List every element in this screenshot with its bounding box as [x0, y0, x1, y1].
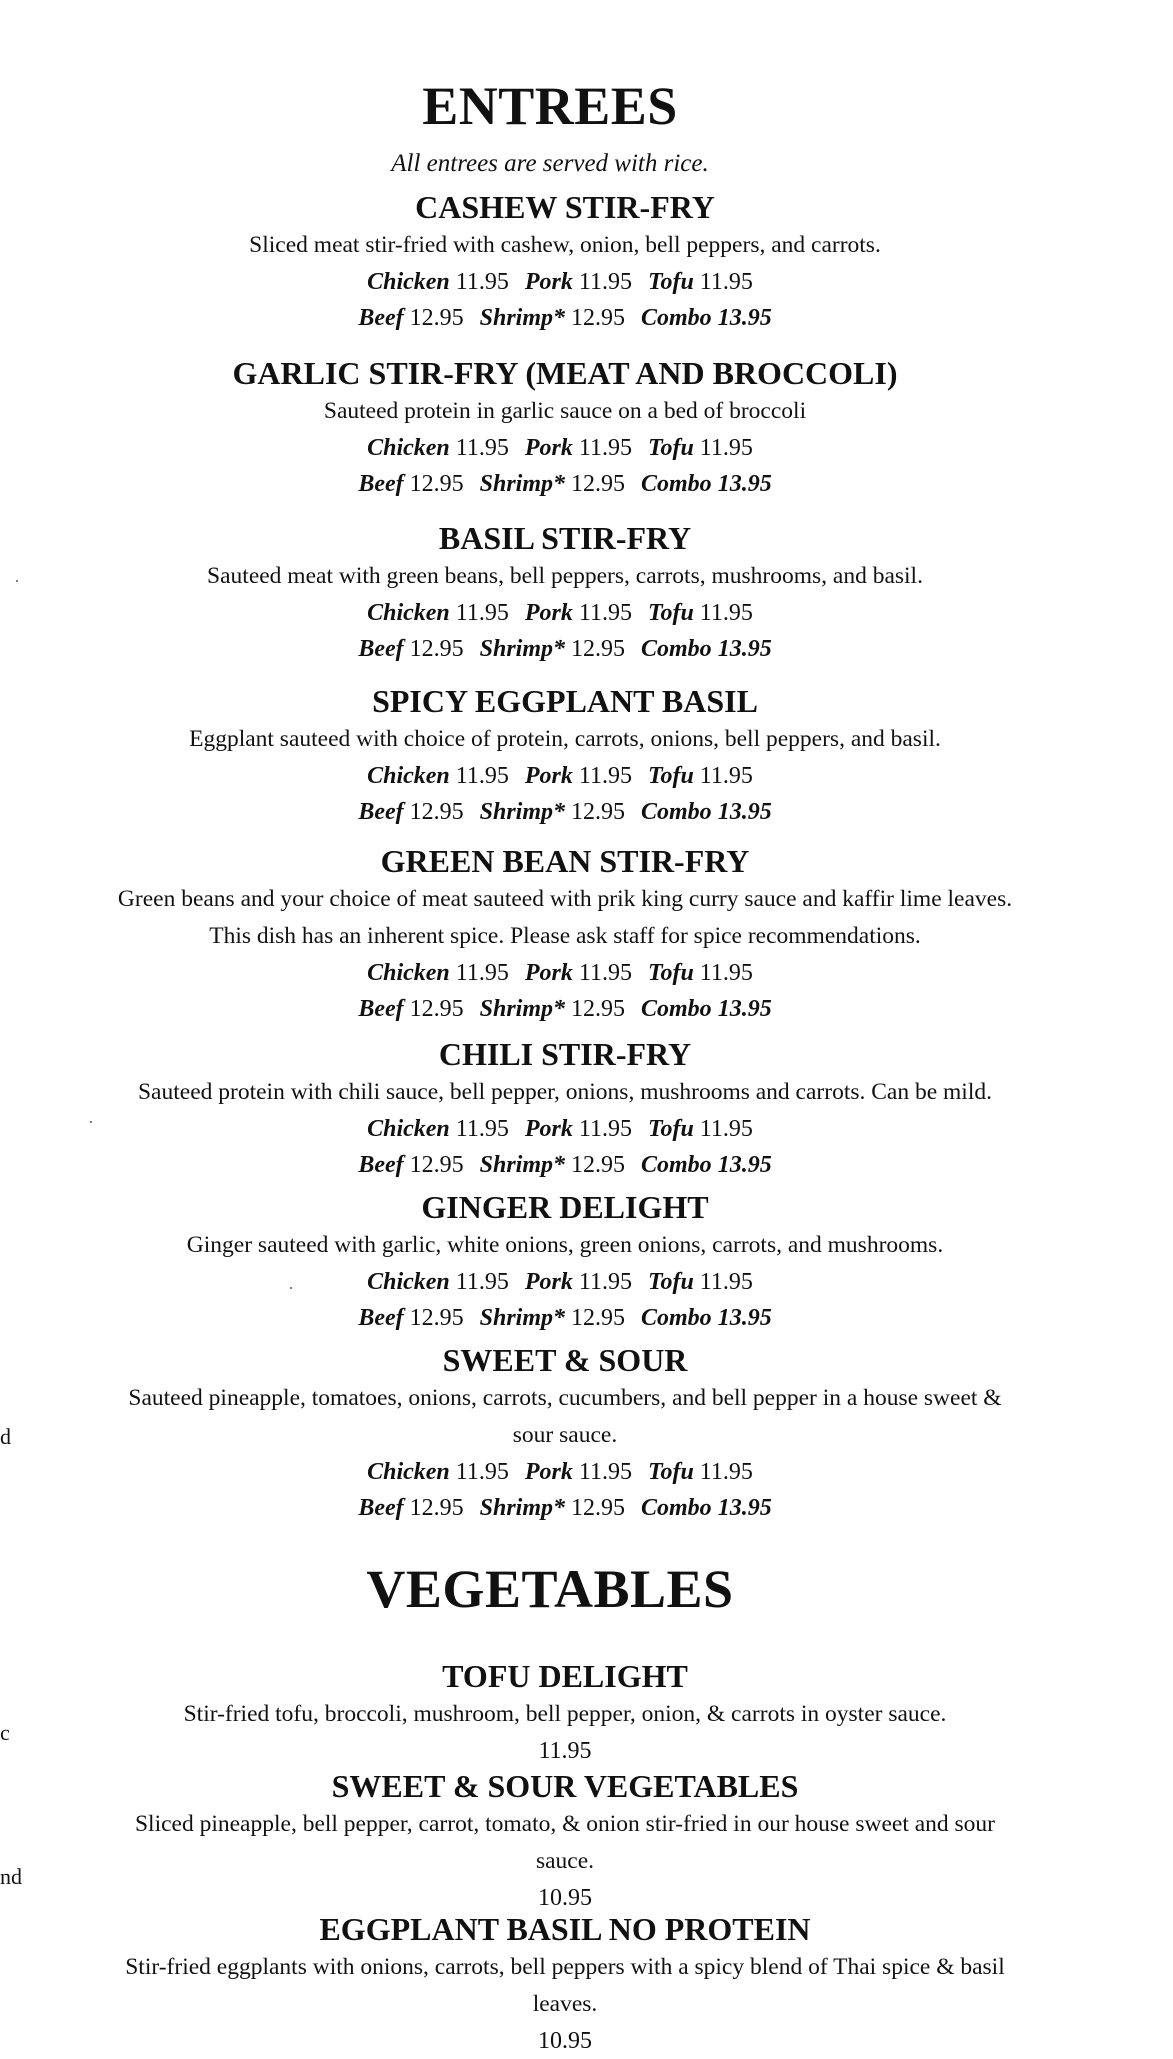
- price-value: 12.95: [409, 471, 464, 497]
- price-label: Chicken: [367, 600, 450, 626]
- price-value: 11.95: [578, 1116, 632, 1142]
- price-value: 12.95: [409, 1152, 464, 1178]
- price-value: 13.95: [717, 636, 772, 662]
- price-row-2: [0, 300, 1130, 336]
- item-name: SPICY EGGPLANT BASIL: [372, 683, 758, 719]
- menu-item-tofu-delight: [0, 1656, 1130, 1769]
- item-name: SWEET & SOUR: [442, 1342, 688, 1378]
- item-name: SWEET & SOUR VEGETABLES: [331, 1768, 799, 1804]
- item-name: GINGER DELIGHT: [421, 1189, 709, 1225]
- item-description: Sauteed protein in garlic sauce on a bed of broccoli: [323, 398, 807, 424]
- item-price: 10.95: [538, 1885, 592, 1911]
- price-label: Shrimp*: [479, 799, 565, 825]
- price-label: Chicken: [367, 269, 450, 295]
- price-value: 11.95: [455, 269, 509, 295]
- price-value: 13.95: [717, 1305, 772, 1331]
- item-description: Eggplant sauteed with choice of protein, carrots, onions, bell peppers, and basil.: [189, 726, 941, 752]
- price-label: Shrimp*: [479, 1495, 565, 1521]
- price-label: Chicken: [367, 960, 450, 986]
- price-value: 13.95: [717, 1495, 772, 1521]
- price-label: Shrimp*: [479, 636, 565, 662]
- vegetables-heading: VEGETABLES: [366, 1559, 734, 1619]
- price-value: 12.95: [409, 1495, 464, 1521]
- price-label: Beef: [358, 799, 404, 825]
- price-label: Beef: [358, 305, 404, 331]
- price-label: Pork: [524, 763, 573, 789]
- item-description: leaves.: [532, 1991, 598, 2017]
- price-value: 11.95: [699, 763, 753, 789]
- price-value: 11.95: [455, 763, 509, 789]
- price-value: 12.95: [409, 996, 464, 1022]
- item-description: Stir-fried eggplants with onions, carrots, bell peppers with a spicy blend of Thai spice & basil: [125, 1954, 1005, 1980]
- price-label: Tofu: [648, 435, 694, 461]
- price-label: Chicken: [367, 763, 450, 789]
- price-label: Shrimp*: [479, 996, 565, 1022]
- price-label: Pork: [524, 1116, 573, 1142]
- price-value: 12.95: [409, 636, 464, 662]
- price-label: Chicken: [367, 1459, 450, 1485]
- entrees-rice-note: All entrees are served with rice.: [391, 150, 709, 177]
- price-row-1: [0, 1264, 1130, 1300]
- menu-item-eggplant-basil-no-protein: [0, 1909, 1130, 2059]
- price-label: Combo: [641, 996, 712, 1022]
- item-name: TOFU DELIGHT: [442, 1658, 688, 1694]
- price-value: 11.95: [578, 269, 632, 295]
- price-value: 11.95: [455, 600, 509, 626]
- price-value: 12.95: [571, 996, 625, 1022]
- edge-fragment: nd: [0, 1864, 22, 1889]
- price-row-2: [0, 466, 1130, 502]
- price-label: Combo: [641, 471, 712, 497]
- item-description: Stir-fried tofu, broccoli, mushroom, bell pepper, onion, & carrots in oyster sauce.: [183, 1701, 947, 1727]
- price-row-2: [0, 1300, 1130, 1336]
- item-description: Sauteed pineapple, tomatoes, onions, carrots, cucumbers, and bell pepper in a house sweet &: [128, 1385, 1002, 1411]
- price-label: Combo: [641, 1152, 712, 1178]
- price-row-2: [0, 991, 1130, 1027]
- price-value: 11.95: [455, 1269, 509, 1295]
- price-row-2: [0, 1490, 1130, 1526]
- price-value: 11.95: [578, 435, 632, 461]
- price-label: Pork: [524, 269, 573, 295]
- item-name: EGGPLANT BASIL NO PROTEIN: [319, 1911, 811, 1947]
- price-label: Tofu: [648, 1459, 694, 1485]
- price-value: 11.95: [699, 960, 753, 986]
- price-value: 12.95: [571, 471, 625, 497]
- price-label: Tofu: [648, 600, 694, 626]
- price-value: 11.95: [578, 763, 632, 789]
- price-label: Beef: [358, 1305, 404, 1331]
- price-label: Beef: [358, 1495, 404, 1521]
- menu-item-garlic-stir-fry: [0, 353, 1130, 502]
- price-row-2: [0, 794, 1130, 830]
- item-price: 11.95: [538, 1738, 592, 1764]
- price-value: 12.95: [571, 1152, 625, 1178]
- price-row-1: [0, 1454, 1130, 1490]
- price-value: 13.95: [717, 1152, 772, 1178]
- price-label: Combo: [641, 799, 712, 825]
- price-label: Shrimp*: [479, 471, 565, 497]
- price-value: 13.95: [717, 305, 772, 331]
- price-label: Pork: [524, 1459, 573, 1485]
- item-description: Sliced meat stir-fried with cashew, onion, bell peppers, and carrots.: [249, 232, 881, 258]
- price-value: 12.95: [571, 1495, 625, 1521]
- price-value: 11.95: [699, 600, 753, 626]
- price-value: 11.95: [455, 960, 509, 986]
- item-description: Ginger sauteed with garlic, white onions, green onions, carrots, and mushrooms.: [186, 1232, 944, 1258]
- price-label: Tofu: [648, 1116, 694, 1142]
- price-value: 12.95: [409, 305, 464, 331]
- price-value: 11.95: [699, 1269, 753, 1295]
- price-label: Combo: [641, 1305, 712, 1331]
- price-value: 12.95: [571, 305, 625, 331]
- price-value: 13.95: [717, 799, 772, 825]
- item-description: Green beans and your choice of meat sauteed with prik king curry sauce and kaffir lime leaves.: [117, 886, 1013, 912]
- item-description: This dish has an inherent spice. Please ask staff for spice recommendations.: [209, 923, 921, 949]
- menu-item-sweet-and-sour-vegetables: [0, 1766, 1130, 1916]
- price-value: 11.95: [455, 1116, 509, 1142]
- menu-item-cashew-stir-fry: [0, 187, 1130, 336]
- price-label: Chicken: [367, 435, 450, 461]
- price-value: 12.95: [409, 1305, 464, 1331]
- item-description: Sliced pineapple, bell pepper, carrot, tomato, & onion stir-fried in our house sweet and sour: [134, 1811, 996, 1837]
- price-value: 11.95: [578, 1269, 632, 1295]
- scan-speck: [90, 1121, 92, 1123]
- price-value: 11.95: [578, 600, 632, 626]
- price-label: Beef: [358, 471, 404, 497]
- price-value: 12.95: [571, 799, 625, 825]
- price-label: Chicken: [367, 1116, 450, 1142]
- menu-item-green-bean-stir-fry: [0, 841, 1130, 1027]
- price-row-1: [0, 264, 1130, 300]
- price-row-1: [0, 1111, 1130, 1147]
- edge-fragment: c: [0, 1720, 10, 1745]
- price-label: Combo: [641, 1495, 712, 1521]
- price-row-1: [0, 758, 1130, 794]
- price-label: Shrimp*: [479, 1305, 565, 1331]
- menu-item-basil-stir-fry: [0, 518, 1130, 667]
- item-description: Sauteed meat with green beans, bell peppers, carrots, mushrooms, and basil.: [207, 563, 923, 589]
- price-label: Tofu: [648, 1269, 694, 1295]
- menu-item-sweet-and-sour: [0, 1340, 1130, 1526]
- price-row-1: [0, 955, 1130, 991]
- item-description: Sauteed protein with chili sauce, bell pepper, onions, mushrooms and carrots. Can be mild.: [137, 1079, 992, 1105]
- price-value: 12.95: [409, 799, 464, 825]
- price-value: 12.95: [571, 636, 625, 662]
- menu-item-spicy-eggplant-basil: [0, 681, 1130, 830]
- price-label: Pork: [524, 600, 573, 626]
- menu-item-ginger-delight: [0, 1187, 1130, 1336]
- price-value: 11.95: [699, 435, 753, 461]
- price-label: Beef: [358, 636, 404, 662]
- item-name: CHILI STIR-FRY: [438, 1036, 692, 1072]
- price-value: 11.95: [699, 1459, 753, 1485]
- menu-item-chili-stir-fry: [0, 1034, 1130, 1183]
- price-label: Combo: [641, 636, 712, 662]
- price-value: 13.95: [717, 471, 772, 497]
- price-label: Combo: [641, 305, 712, 331]
- price-label: Beef: [358, 996, 404, 1022]
- price-label: Shrimp*: [479, 305, 565, 331]
- price-label: Tofu: [648, 763, 694, 789]
- price-label: Shrimp*: [479, 1152, 565, 1178]
- item-description: sauce.: [535, 1848, 595, 1874]
- price-value: 11.95: [455, 435, 509, 461]
- price-value: 11.95: [699, 1116, 753, 1142]
- item-name: GREEN BEAN STIR-FRY: [380, 843, 750, 879]
- price-label: Chicken: [367, 1269, 450, 1295]
- item-name: GARLIC STIR-FRY (MEAT AND BROCCOLI): [232, 355, 898, 391]
- price-label: Pork: [524, 1269, 573, 1295]
- price-value: 11.95: [578, 1459, 632, 1485]
- price-value: 12.95: [571, 1305, 625, 1331]
- price-value: 11.95: [578, 960, 632, 986]
- price-label: Pork: [524, 435, 573, 461]
- price-value: 11.95: [455, 1459, 509, 1485]
- price-row-1: [0, 595, 1130, 631]
- price-row-1: [0, 430, 1130, 466]
- price-label: Pork: [524, 960, 573, 986]
- item-price: 10.95: [538, 2028, 592, 2054]
- price-value: 11.95: [699, 269, 753, 295]
- price-row-2: [0, 1147, 1130, 1183]
- price-label: Tofu: [648, 269, 694, 295]
- item-name: CASHEW STIR-FRY: [415, 189, 715, 225]
- price-row-2: [0, 631, 1130, 667]
- price-label: Tofu: [648, 960, 694, 986]
- scan-speck: [290, 1287, 292, 1289]
- item-name: BASIL STIR-FRY: [438, 520, 692, 556]
- scan-speck: [16, 580, 18, 582]
- entrees-heading: ENTREES: [422, 76, 678, 136]
- item-description: sour sauce.: [512, 1422, 618, 1448]
- price-value: 13.95: [717, 996, 772, 1022]
- edge-fragment: d: [0, 1424, 11, 1449]
- price-label: Beef: [358, 1152, 404, 1178]
